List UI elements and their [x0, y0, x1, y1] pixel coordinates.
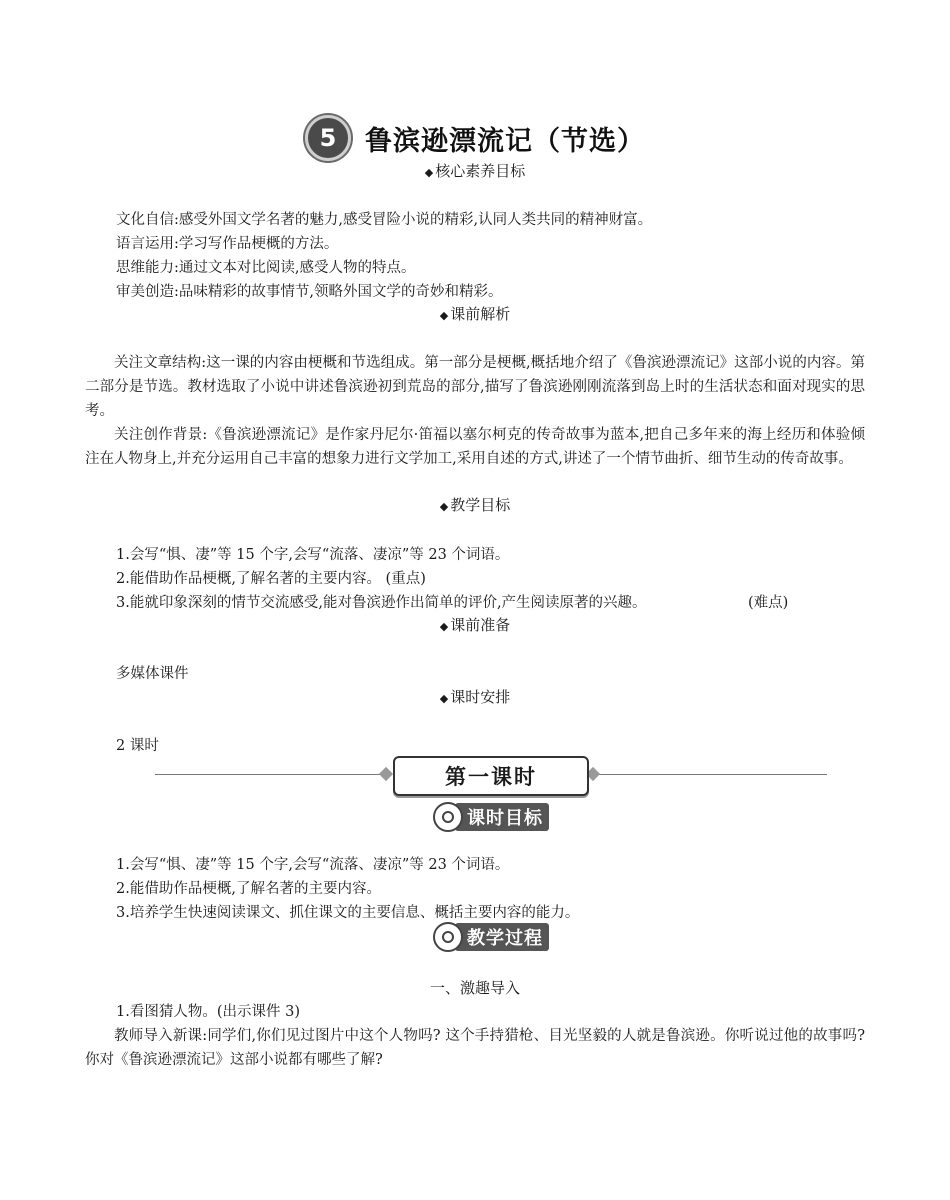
step-paragraph: 教师导入新课:同学们,你们见过图片中这个人物吗? 这个手持猎枪、目光坚毅的人就是鲁滨逊。你听说过他的故事吗?你对《鲁滨逊漂流记》这部小说都有哪些了解? [85, 1028, 865, 1068]
core-goal-item: 文化自信:感受外国文学名著的魅力,感受冒险小说的精彩,认同人类共同的精神财富。 [116, 212, 653, 228]
diamond-bullet-icon: ◆ [424, 166, 434, 179]
schedule-text: 2 课时 [116, 738, 159, 754]
diamond-bullet-icon: ◆ [439, 692, 449, 705]
period-goal-item: 2.能借助作品梗概,了解名著的主要内容。 [116, 881, 381, 897]
teaching-goal-item: 2.能借助作品梗概,了解名著的主要内容。 (重点) [116, 571, 426, 587]
diamond-bullet-icon: ◆ [439, 620, 449, 633]
section-heading-teaching-goals: ◆ 教学目标 [439, 496, 511, 514]
target-icon [433, 922, 463, 952]
period-goal-item: 3.培养学生快速阅读课文、抓住课文的主要信息、概括主要内容的能力。 [116, 905, 580, 921]
period-title-box: 第一课时 [393, 756, 589, 796]
step-heading: 一、激趣导入 [429, 979, 520, 997]
divider-right [597, 774, 827, 775]
divider-left [155, 774, 385, 775]
prep-text: 多媒体课件 [116, 666, 189, 682]
analysis-paragraph: 关注创作背景:《鲁滨逊漂流记》是作家丹尼尔·笛福以塞尔柯克的传奇故事为蓝本,把自己多年来的海上经历和体验倾注在人物身上,并充分运用自己丰富的想象力进行文学加工,采用自述的方式,讲述了一个情节曲折、细节生动的传奇故事。 [85, 427, 865, 467]
difficulty-tag: (难点) [748, 595, 789, 611]
lesson-title: 鲁滨逊漂流记（节选） [365, 125, 645, 157]
section-heading-prep: ◆ 课前准备 [439, 616, 511, 634]
divider-ornament-left [379, 767, 393, 781]
section-heading-pre-analysis: ◆ 课前解析 [439, 305, 511, 323]
section-heading-schedule: ◆ 课时安排 [439, 688, 511, 706]
step-item: 1.看图猜人物。(出示课件 3) [116, 1004, 300, 1020]
diamond-bullet-icon: ◆ [439, 500, 449, 513]
period-goal-tag [433, 803, 549, 831]
lesson-title-row [0, 115, 950, 161]
teaching-process-tag [433, 923, 549, 951]
core-goal-item: 语言运用:学习写作品梗概的方法。 [116, 236, 339, 252]
diamond-bullet-icon: ◆ [439, 309, 449, 322]
section-heading-core-goals: ◆ 核心素养目标 [424, 162, 526, 180]
period-goal-item: 1.会写“惧、凄”等 15 个字,会写“流落、凄凉”等 23 个词语。 [116, 857, 510, 873]
lesson-number-badge: 5 [305, 115, 351, 161]
teaching-goal-item: 3.能就印象深刻的情节交流感受,能对鲁滨逊作出简单的评价,产生阅读原著的兴趣。 [116, 595, 647, 611]
period-goal-label: 课时目标 [455, 803, 549, 831]
teaching-process-label: 教学过程 [455, 923, 549, 951]
core-goal-item: 审美创造:品味精彩的故事情节,领略外国文学的奇妙和精彩。 [116, 284, 503, 300]
core-goal-item: 思维能力:通过文本对比阅读,感受人物的特点。 [116, 260, 416, 276]
analysis-paragraph: 关注文章结构:这一课的内容由梗概和节选组成。第一部分是梗概,概括地介绍了《鲁滨逊漂流记》这部小说的内容。第二部分是节选。教材选取了小说中讲述鲁滨逊初到荒岛的部分,描写了鲁滨逊刚刚流落到岛上时的生活状态和面对现实的思考。 [85, 355, 865, 419]
target-icon [433, 802, 463, 832]
teaching-goal-item: 1.会写“惧、凄”等 15 个字,会写“流落、凄凉”等 23 个词语。 [116, 547, 510, 563]
